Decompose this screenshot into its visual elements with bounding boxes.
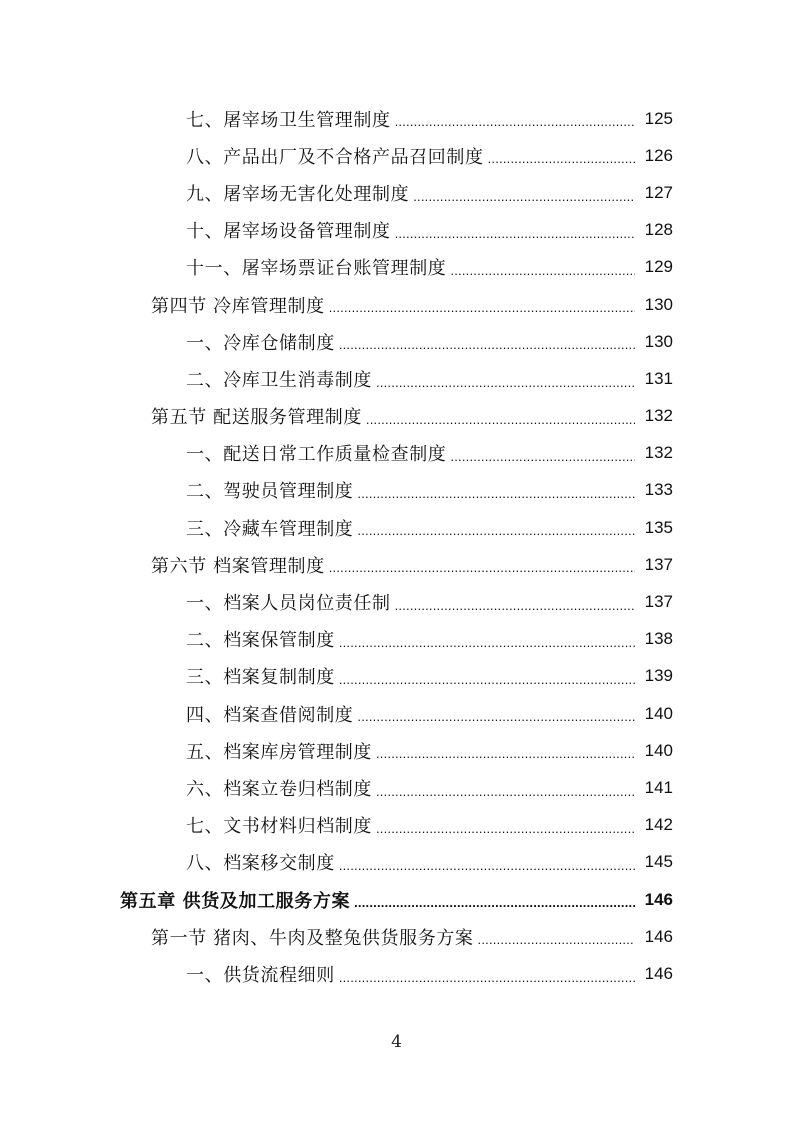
toc-entry-page: 145 — [644, 852, 673, 872]
toc-entry-label: 七、屠宰场卫生管理制度 — [186, 109, 391, 131]
toc-entry-label: 二、冷库卫生消毒制度 — [186, 369, 372, 391]
toc-entry-label: 五、档案库房管理制度 — [186, 741, 372, 763]
toc-entry-page: 130 — [644, 331, 673, 351]
toc-entry-label: 第一节 猪肉、牛肉及整兔供货服务方案 — [151, 927, 474, 949]
toc-entry-page: 137 — [644, 592, 673, 612]
toc-section-entry[interactable] — [0, 918, 793, 955]
toc-leader-dots — [376, 807, 635, 844]
toc-entry[interactable] — [0, 249, 793, 286]
toc-entry-label: 第四节 冷库管理制度 — [151, 295, 325, 317]
toc-entry-label: 一、档案人员岗位责任制 — [186, 593, 391, 615]
toc-leader-dots — [339, 955, 635, 992]
toc-entry-page: 133 — [644, 480, 673, 500]
toc-entry[interactable] — [0, 212, 793, 249]
toc-entry-page: 138 — [644, 629, 673, 649]
toc-entry[interactable] — [0, 472, 793, 509]
toc-entry-page: 130 — [644, 294, 673, 314]
toc-entry[interactable] — [0, 955, 793, 992]
toc-leader-dots — [376, 769, 635, 806]
toc-entry-page: 137 — [644, 554, 673, 574]
toc-entry-label: 八、产品出厂及不合格产品召回制度 — [186, 146, 484, 168]
toc-leader-dots — [329, 286, 635, 323]
toc-leader-dots — [329, 546, 635, 583]
toc-entry-page: 127 — [644, 182, 673, 202]
toc-entry-label: 十一、屠宰场票证台账管理制度 — [186, 258, 447, 280]
toc-entry-label: 一、冷库仓储制度 — [186, 332, 335, 354]
toc-entry-label: 七、文书材料归档制度 — [186, 816, 372, 838]
toc-entry-label: 十、屠宰场设备管理制度 — [186, 221, 391, 243]
toc-leader-dots — [376, 732, 635, 769]
toc-leader-dots — [357, 509, 635, 546]
toc-leader-dots — [339, 658, 635, 695]
toc-entry-page: 142 — [644, 815, 673, 835]
toc-entry[interactable] — [0, 360, 793, 397]
toc-leader-dots — [357, 695, 635, 732]
toc-section-entry[interactable] — [0, 286, 793, 323]
toc-entry-label: 第五章 供货及加工服务方案 — [120, 890, 351, 912]
toc-leader-dots — [366, 398, 635, 435]
toc-entry-label: 四、档案查借阅制度 — [186, 704, 354, 726]
toc-entry-page: 140 — [644, 740, 673, 760]
toc-entry[interactable] — [0, 807, 793, 844]
toc-entry-page: 132 — [644, 406, 673, 426]
toc-entry-page: 131 — [644, 368, 673, 388]
toc-entry-page: 139 — [644, 666, 673, 686]
toc-entry[interactable] — [0, 732, 793, 769]
toc-entry-label: 二、档案保管制度 — [186, 630, 335, 652]
toc-entry[interactable] — [0, 323, 793, 360]
toc-entry[interactable] — [0, 509, 793, 546]
toc-leader-dots — [413, 174, 635, 211]
toc-entry-label: 第五节 配送服务管理制度 — [151, 407, 362, 429]
toc-leader-dots — [395, 583, 635, 620]
toc-entry[interactable] — [0, 695, 793, 732]
toc-leader-dots — [339, 323, 635, 360]
toc-entry-label: 一、供货流程细则 — [186, 964, 335, 986]
toc-leader-dots — [478, 918, 635, 955]
toc-entry-page: 132 — [644, 443, 673, 463]
toc-entry-page: 146 — [644, 926, 673, 946]
toc-entry-label: 九、屠宰场无害化处理制度 — [186, 183, 410, 205]
toc-entry-page: 140 — [644, 703, 673, 723]
toc-entry-page: 129 — [644, 257, 673, 277]
toc-entry[interactable] — [0, 435, 793, 472]
toc-section-entry[interactable] — [0, 398, 793, 435]
toc-entry-page: 146 — [644, 963, 673, 983]
toc-entry-page: 126 — [644, 145, 673, 165]
table-of-contents — [0, 100, 793, 993]
toc-entry-label: 二、驾驶员管理制度 — [186, 481, 354, 503]
toc-entry[interactable] — [0, 769, 793, 806]
toc-entry-page: 135 — [644, 517, 673, 537]
toc-entry-label: 三、档案复制制度 — [186, 667, 335, 689]
toc-leader-dots — [357, 472, 635, 509]
toc-chapter-entry[interactable] — [0, 881, 793, 918]
toc-entry-label: 第六节 档案管理制度 — [151, 555, 325, 577]
toc-entry-label: 八、档案移交制度 — [186, 853, 335, 875]
toc-entry[interactable] — [0, 174, 793, 211]
toc-leader-dots — [450, 435, 635, 472]
toc-entry-page: 146 — [644, 889, 673, 909]
toc-leader-dots — [395, 212, 635, 249]
toc-entry-label: 三、冷藏车管理制度 — [186, 518, 354, 540]
toc-entry-label: 六、档案立卷归档制度 — [186, 778, 372, 800]
toc-entry-page: 141 — [644, 777, 673, 797]
toc-leader-dots — [339, 621, 635, 658]
toc-entry-label: 一、配送日常工作质量检查制度 — [186, 444, 447, 466]
toc-leader-dots — [488, 137, 635, 174]
toc-entry[interactable] — [0, 621, 793, 658]
toc-leader-dots — [450, 249, 635, 286]
toc-entry[interactable] — [0, 583, 793, 620]
toc-leader-dots — [339, 844, 635, 881]
page-number: 4 — [391, 1032, 402, 1052]
toc-entry[interactable] — [0, 844, 793, 881]
toc-leader-dots — [354, 881, 635, 918]
toc-leader-dots — [376, 360, 635, 397]
toc-entry[interactable] — [0, 658, 793, 695]
toc-entry[interactable] — [0, 100, 793, 137]
toc-entry-page: 128 — [644, 220, 673, 240]
toc-section-entry[interactable] — [0, 546, 793, 583]
toc-entry[interactable] — [0, 137, 793, 174]
toc-leader-dots — [395, 100, 635, 137]
toc-entry-page: 125 — [644, 108, 673, 128]
